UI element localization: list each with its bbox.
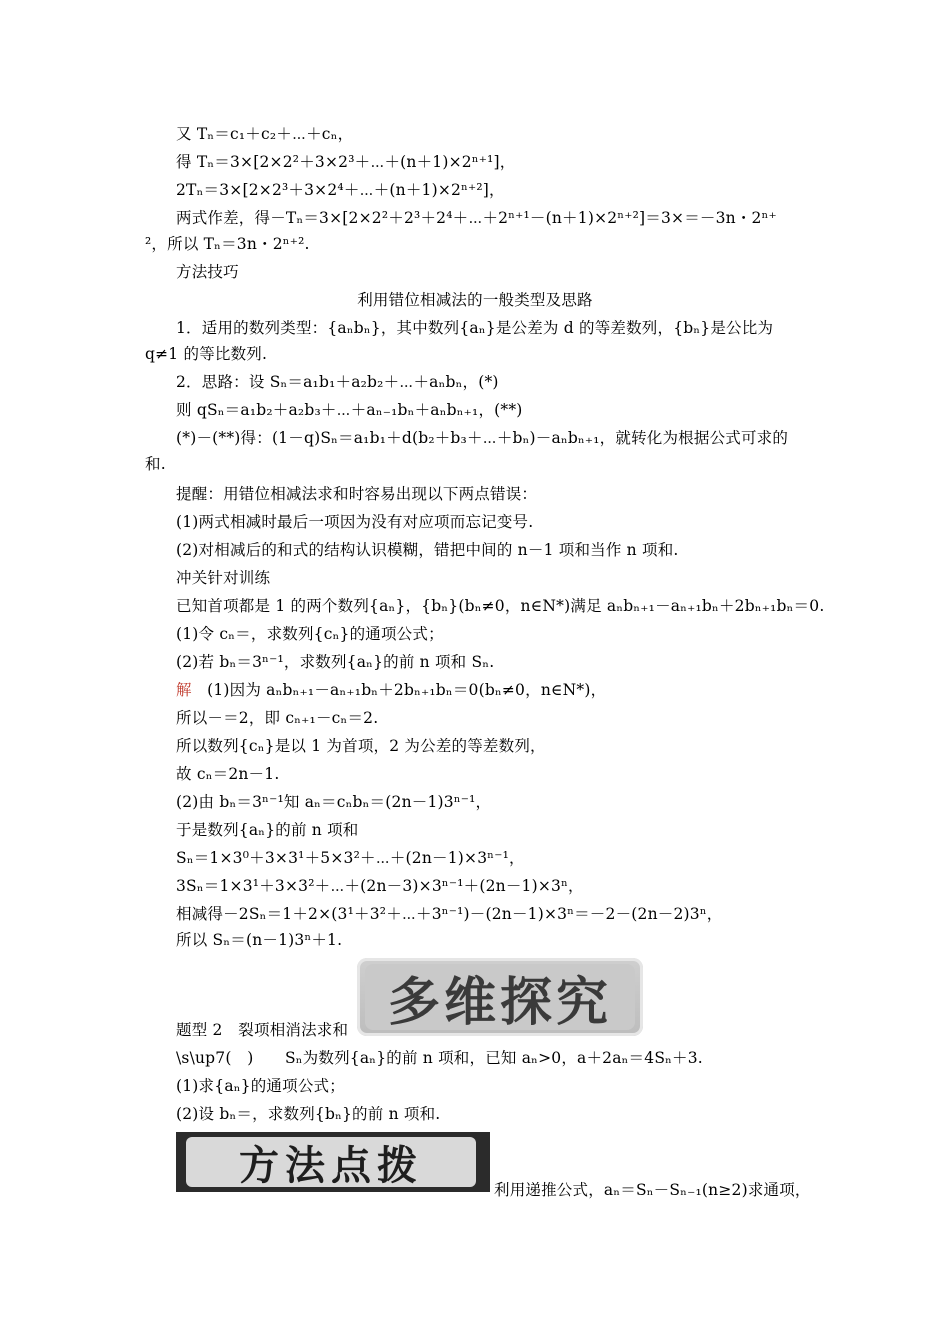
text-line: (2)对相减后的和式的结构认识模糊，错把中间的 n－1 项和当作 n 项和. — [176, 541, 679, 559]
section-subtitle: 利用错位相减法的一般类型及思路 — [357, 291, 593, 309]
text-line: 利用递推公式，aₙ＝Sₙ－Sₙ₋₁(n≥2)求通项， — [494, 1181, 811, 1199]
text-line: 所以 Sₙ＝(n－1)3ⁿ＋1. — [176, 931, 343, 949]
text-line: (2)若 bₙ＝3ⁿ⁻¹，求数列{aₙ}的前 n 项和 Sₙ. — [176, 653, 495, 671]
section-heading: 方法技巧 — [176, 263, 239, 281]
text-line: 所以－＝2，即 cₙ₊₁－cₙ＝2. — [176, 709, 379, 727]
text-line: (2)设 bₙ＝，求数列{bₙ}的前 n 项和. — [176, 1105, 441, 1123]
text-line: 2．思路：设 Sₙ＝a₁b₁＋a₂b₂＋⋯＋aₙbₙ，(*) — [176, 373, 499, 391]
explore-banner-label: 多维探究 — [365, 964, 635, 1030]
text-line: Sₙ＝1×3⁰＋3×3¹＋5×3²＋⋯＋(2n－1)×3ⁿ⁻¹， — [176, 849, 525, 867]
text-line: ²，所以 Tₙ＝3n・2ⁿ⁺². — [145, 235, 310, 253]
section-heading: 题型 2 裂项相消法求和 — [176, 1021, 349, 1039]
section-heading: 冲关针对训练 — [176, 569, 271, 587]
text-line: 1．适用的数列类型：{aₙbₙ}，其中数列{aₙ}是公差为 d 的等差数列，{bₙ}是公比为 — [176, 319, 774, 337]
text-line: \s\up7( ) Sₙ为数列{aₙ}的前 n 项和，已知 aₙ>0，a＋2aₙ＝4Sₙ＋3. — [176, 1049, 703, 1067]
text-line: 所以数列{cₙ}是以 1 为首项，2 为公差的等差数列， — [176, 737, 546, 755]
text-span: (1)因为 aₙbₙ₊₁－aₙ₊₁bₙ＋2bₙ₊₁bₙ＝0(bₙ≠0，n∈N*)， — [207, 681, 607, 699]
text-line: (1)两式相减时最后一项因为没有对应项而忘记变号. — [176, 513, 534, 531]
text-line: (2)由 bₙ＝3ⁿ⁻¹知 aₙ＝cₙbₙ＝(2n－1)3ⁿ⁻¹， — [176, 793, 492, 811]
text-line: 3Sₙ＝1×3¹＋3×3²＋⋯＋(2n－3)×3ⁿ⁻¹＋(2n－1)×3ⁿ， — [176, 877, 584, 895]
text-line: (*)－(**)得：(1－q)Sₙ＝a₁b₁＋d(b₂＋b₃＋⋯＋bₙ)－aₙbₙ₊₁，就转化为根据公式可求的 — [176, 429, 789, 447]
text-line: 已知首项都是 1 的两个数列{aₙ}，{bₙ}(bₙ≠0，n∈N*)满足 aₙbₙ₊₁－aₙ₊₁bₙ＋2bₙ₊₁bₙ＝0. — [176, 597, 825, 615]
text-line: (1)求{aₙ}的通项公式； — [176, 1077, 345, 1095]
explore-banner — [357, 958, 643, 1036]
solution-label: 解 — [176, 681, 192, 699]
text-line: 2Tₙ＝3×[2×2³＋3×2⁴＋⋯＋(n＋1)×2ⁿ⁺²]， — [176, 181, 505, 199]
text-line: 得 Tₙ＝3×[2×2²＋3×2³＋⋯＋(n＋1)×2ⁿ⁺¹]， — [176, 153, 516, 171]
text-line: 于是数列{aₙ}的前 n 项和 — [176, 821, 359, 839]
text-line: 则 qSₙ＝a₁b₂＋a₂b₃＋⋯＋aₙ₋₁bₙ＋aₙbₙ₊₁，(**) — [176, 401, 523, 419]
text-line: 故 cₙ＝2n－1. — [176, 765, 280, 783]
text-line: 和. — [145, 455, 166, 473]
method-banner-label: 方法点拨 — [186, 1137, 476, 1187]
text-line — [176, 680, 606, 700]
text-line: 提醒：用错位相减法求和时容易出现以下两点错误： — [176, 485, 538, 503]
text-line: (1)令 cₙ＝，求数列{cₙ}的通项公式； — [176, 625, 444, 643]
text-line: 又 Tₙ＝c₁＋c₂＋⋯＋cₙ， — [176, 125, 354, 143]
text-line: 相减得－2Sₙ＝1＋2×(3¹＋3²＋⋯＋3ⁿ⁻¹)－(2n－1)×3ⁿ＝－2－(2n－2)3ⁿ， — [176, 905, 723, 923]
text-line: 两式作差，得－Tₙ＝3×[2×2²＋2³＋2⁴＋⋯＋2ⁿ⁺¹－(n＋1)×2ⁿ⁺²]＝3×＝－3n・2ⁿ⁺ — [176, 209, 777, 227]
method-banner — [176, 1132, 490, 1192]
text-line: q≠1 的等比数列. — [145, 345, 268, 363]
